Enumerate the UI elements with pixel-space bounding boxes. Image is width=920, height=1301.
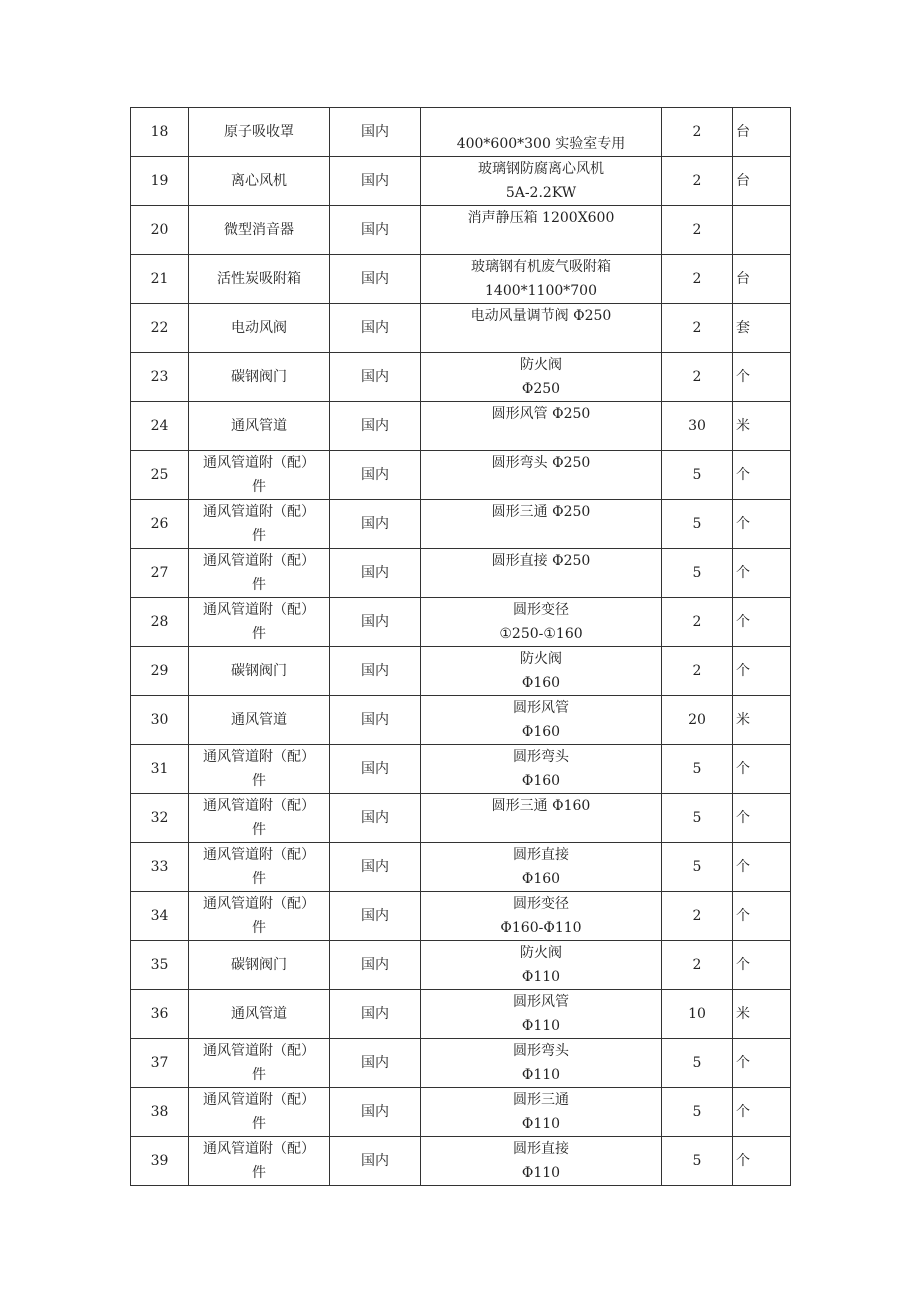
spec-line: 圆形变径 <box>513 602 569 618</box>
unit-cell: 个 <box>733 549 791 598</box>
table-row <box>131 696 791 745</box>
table-row <box>131 1088 791 1137</box>
table-row <box>131 598 791 647</box>
row-number-cell: 28 <box>131 598 189 647</box>
spec-line: 防火阀 <box>520 651 562 667</box>
item-name-line: 离心风机 <box>231 173 287 189</box>
item-name-line: 件 <box>252 871 266 887</box>
spec-cell <box>421 451 662 500</box>
spec-cell <box>421 598 662 647</box>
origin-cell: 国内 <box>330 990 421 1039</box>
unit-cell: 个 <box>733 1088 791 1137</box>
spec-line: 1400*1100*700 <box>485 283 597 299</box>
item-name-line: 微型消音器 <box>224 222 294 238</box>
unit-cell: 个 <box>733 647 791 696</box>
unit-cell: 个 <box>733 892 791 941</box>
origin-cell: 国内 <box>330 941 421 990</box>
item-name-cell <box>189 745 330 794</box>
spec-cell <box>421 647 662 696</box>
table-row <box>131 941 791 990</box>
row-number-cell: 37 <box>131 1039 189 1088</box>
spec-cell <box>421 745 662 794</box>
spec-line: 圆形直接 <box>513 847 569 863</box>
item-name-cell <box>189 108 330 157</box>
unit-cell: 个 <box>733 745 791 794</box>
item-name-cell <box>189 402 330 451</box>
spec-cell <box>421 696 662 745</box>
row-number-cell: 31 <box>131 745 189 794</box>
origin-cell: 国内 <box>330 1137 421 1186</box>
unit-cell: 个 <box>733 598 791 647</box>
item-name-cell <box>189 206 330 255</box>
spec-line: Φ160 <box>521 724 561 740</box>
row-number-cell: 32 <box>131 794 189 843</box>
item-name-line: 原子吸收罩 <box>224 124 294 140</box>
item-name-line: 通风管道附（配） <box>203 798 315 814</box>
spec-cell <box>421 941 662 990</box>
origin-cell: 国内 <box>330 843 421 892</box>
spec-cell <box>421 500 662 549</box>
item-name-cell <box>189 1088 330 1137</box>
row-number-cell: 22 <box>131 304 189 353</box>
unit-cell: 个 <box>733 353 791 402</box>
spec-cell <box>421 1137 662 1186</box>
origin-cell: 国内 <box>330 598 421 647</box>
origin-cell: 国内 <box>330 206 421 255</box>
spec-cell <box>421 255 662 304</box>
spec-cell <box>421 843 662 892</box>
origin-cell: 国内 <box>330 500 421 549</box>
spec-line: Φ110 <box>521 1067 561 1083</box>
origin-cell: 国内 <box>330 696 421 745</box>
table-row <box>131 255 791 304</box>
table-row <box>131 206 791 255</box>
origin-cell: 国内 <box>330 647 421 696</box>
row-number-cell: 19 <box>131 157 189 206</box>
spec-cell <box>421 206 662 255</box>
table-row <box>131 794 791 843</box>
row-number-cell: 30 <box>131 696 189 745</box>
row-number-cell: 35 <box>131 941 189 990</box>
quantity-cell: 2 <box>662 304 733 353</box>
item-name-line: 通风管道附（配） <box>203 1043 315 1059</box>
item-name-line: 电动风阀 <box>231 320 287 336</box>
equipment-table-body <box>131 108 791 1186</box>
row-number-cell: 24 <box>131 402 189 451</box>
table-row <box>131 157 791 206</box>
spec-line: 圆形弯头 <box>513 1043 569 1059</box>
origin-cell: 国内 <box>330 1039 421 1088</box>
table-row <box>131 353 791 402</box>
spec-line: 圆形三通 Φ250 <box>491 504 591 520</box>
item-name-line: 通风管道附（配） <box>203 896 315 912</box>
item-name-cell <box>189 500 330 549</box>
item-name-cell <box>189 794 330 843</box>
spec-cell <box>421 549 662 598</box>
item-name-line: 件 <box>252 626 266 642</box>
quantity-cell: 2 <box>662 647 733 696</box>
spec-line: 圆形直接 <box>513 1141 569 1157</box>
table-row <box>131 500 791 549</box>
spec-line: Φ250 <box>521 381 561 397</box>
item-name-line: 件 <box>252 1165 266 1181</box>
quantity-cell: 2 <box>662 941 733 990</box>
quantity-cell: 2 <box>662 598 733 647</box>
unit-cell: 个 <box>733 794 791 843</box>
item-name-cell <box>189 941 330 990</box>
row-number-cell: 20 <box>131 206 189 255</box>
item-name-line: 件 <box>252 822 266 838</box>
item-name-line: 件 <box>252 479 266 495</box>
quantity-cell: 10 <box>662 990 733 1039</box>
item-name-line: 件 <box>252 920 266 936</box>
origin-cell: 国内 <box>330 255 421 304</box>
unit-cell: 台 <box>733 255 791 304</box>
spec-line: 圆形变径 <box>513 896 569 912</box>
item-name-cell <box>189 598 330 647</box>
quantity-cell: 5 <box>662 745 733 794</box>
spec-line: 防火阀 <box>520 357 562 373</box>
row-number-cell: 33 <box>131 843 189 892</box>
item-name-line: 件 <box>252 1116 266 1132</box>
quantity-cell: 20 <box>662 696 733 745</box>
item-name-cell <box>189 255 330 304</box>
spec-line: Φ160-Φ110 <box>500 920 582 936</box>
quantity-cell: 5 <box>662 1137 733 1186</box>
quantity-cell: 5 <box>662 1039 733 1088</box>
origin-cell: 国内 <box>330 304 421 353</box>
item-name-line: 通风管道附（配） <box>203 602 315 618</box>
spec-line: Φ110 <box>521 1116 561 1132</box>
item-name-cell <box>189 1039 330 1088</box>
quantity-cell: 2 <box>662 108 733 157</box>
item-name-cell <box>189 990 330 1039</box>
item-name-line: 活性炭吸附箱 <box>217 271 301 287</box>
spec-cell <box>421 157 662 206</box>
item-name-cell <box>189 157 330 206</box>
item-name-cell <box>189 843 330 892</box>
quantity-cell: 2 <box>662 255 733 304</box>
table-row <box>131 745 791 794</box>
item-name-line: 通风管道附（配） <box>203 1092 315 1108</box>
table-row <box>131 1039 791 1088</box>
quantity-cell: 5 <box>662 794 733 843</box>
table-row <box>131 451 791 500</box>
item-name-line: 通风管道附（配） <box>203 455 315 471</box>
table-row <box>131 990 791 1039</box>
item-name-line: 通风管道 <box>231 712 287 728</box>
quantity-cell: 2 <box>662 206 733 255</box>
table-row <box>131 843 791 892</box>
spec-line: 圆形风管 Φ250 <box>491 406 591 422</box>
quantity-cell: 5 <box>662 549 733 598</box>
unit-cell: 个 <box>733 1039 791 1088</box>
spec-cell <box>421 990 662 1039</box>
spec-line: 电动风量调节阀 Φ250 <box>470 308 612 324</box>
item-name-line: 件 <box>252 577 266 593</box>
row-number-cell: 26 <box>131 500 189 549</box>
spec-line: 圆形风管 <box>513 700 569 716</box>
spec-cell <box>421 892 662 941</box>
origin-cell: 国内 <box>330 1088 421 1137</box>
unit-cell: 个 <box>733 843 791 892</box>
spec-line: Φ110 <box>521 1018 561 1034</box>
unit-cell: 个 <box>733 1137 791 1186</box>
spec-line: 400*600*300 实验室专用 <box>456 136 626 152</box>
item-name-line: 通风管道附（配） <box>203 749 315 765</box>
origin-cell: 国内 <box>330 794 421 843</box>
unit-cell: 个 <box>733 941 791 990</box>
item-name-line: 碳钢阀门 <box>231 369 287 385</box>
spec-line: 圆形三通 <box>513 1092 569 1108</box>
spec-line: 防火阀 <box>520 945 562 961</box>
unit-cell: 米 <box>733 990 791 1039</box>
row-number-cell: 34 <box>131 892 189 941</box>
unit-cell: 米 <box>733 696 791 745</box>
item-name-line: 件 <box>252 528 266 544</box>
table-row <box>131 108 791 157</box>
unit-cell: 台 <box>733 157 791 206</box>
quantity-cell: 2 <box>662 353 733 402</box>
spec-line: Φ110 <box>521 1165 561 1181</box>
spec-line: Φ160 <box>521 675 561 691</box>
spec-cell <box>421 402 662 451</box>
spec-line: 圆形直接 Φ250 <box>491 553 591 569</box>
row-number-cell: 36 <box>131 990 189 1039</box>
item-name-cell <box>189 304 330 353</box>
origin-cell: 国内 <box>330 745 421 794</box>
table-row <box>131 304 791 353</box>
table-row <box>131 549 791 598</box>
origin-cell: 国内 <box>330 892 421 941</box>
spec-line: 玻璃钢防腐离心风机 <box>478 161 604 177</box>
item-name-cell <box>189 451 330 500</box>
item-name-cell <box>189 549 330 598</box>
unit-cell: 米 <box>733 402 791 451</box>
table-row <box>131 1137 791 1186</box>
origin-cell: 国内 <box>330 549 421 598</box>
spec-line: Φ110 <box>521 969 561 985</box>
spec-line: Φ160 <box>521 773 561 789</box>
unit-cell: 台 <box>733 108 791 157</box>
item-name-cell <box>189 1137 330 1186</box>
row-number-cell: 18 <box>131 108 189 157</box>
spec-cell <box>421 353 662 402</box>
item-name-line: 件 <box>252 773 266 789</box>
row-number-cell: 39 <box>131 1137 189 1186</box>
spec-cell <box>421 304 662 353</box>
row-number-cell: 25 <box>131 451 189 500</box>
spec-line: 圆形弯头 Φ250 <box>491 455 591 471</box>
spec-cell <box>421 1088 662 1137</box>
item-name-line: 通风管道附（配） <box>203 1141 315 1157</box>
item-name-line: 件 <box>252 1067 266 1083</box>
unit-cell: 个 <box>733 451 791 500</box>
quantity-cell: 5 <box>662 451 733 500</box>
item-name-cell <box>189 647 330 696</box>
item-name-line: 通风管道附（配） <box>203 847 315 863</box>
origin-cell: 国内 <box>330 157 421 206</box>
quantity-cell: 5 <box>662 1088 733 1137</box>
origin-cell: 国内 <box>330 353 421 402</box>
quantity-cell: 30 <box>662 402 733 451</box>
spec-line: Φ160 <box>521 871 561 887</box>
unit-cell: 套 <box>733 304 791 353</box>
spec-cell <box>421 794 662 843</box>
item-name-line: 碳钢阀门 <box>231 663 287 679</box>
item-name-line: 通风管道 <box>231 1006 287 1022</box>
origin-cell: 国内 <box>330 402 421 451</box>
table-row <box>131 647 791 696</box>
equipment-table <box>130 107 791 1186</box>
row-number-cell: 21 <box>131 255 189 304</box>
row-number-cell: 23 <box>131 353 189 402</box>
quantity-cell: 2 <box>662 892 733 941</box>
spec-line: 圆形三通 Φ160 <box>491 798 591 814</box>
quantity-cell: 5 <box>662 500 733 549</box>
table-row <box>131 402 791 451</box>
spec-line: 圆形弯头 <box>513 749 569 765</box>
row-number-cell: 38 <box>131 1088 189 1137</box>
item-name-line: 碳钢阀门 <box>231 957 287 973</box>
origin-cell: 国内 <box>330 451 421 500</box>
table-row <box>131 892 791 941</box>
spec-cell <box>421 1039 662 1088</box>
unit-cell <box>733 206 791 255</box>
item-name-cell <box>189 892 330 941</box>
spec-cell <box>421 108 662 157</box>
spec-line: 消声静压箱 1200X600 <box>467 210 615 226</box>
spec-line: 圆形风管 <box>513 994 569 1010</box>
spec-line: 5A-2.2KW <box>505 185 577 201</box>
quantity-cell: 2 <box>662 157 733 206</box>
row-number-cell: 27 <box>131 549 189 598</box>
quantity-cell: 5 <box>662 843 733 892</box>
item-name-cell <box>189 696 330 745</box>
item-name-line: 通风管道 <box>231 418 287 434</box>
spec-line: 玻璃钢有机废气吸附箱 <box>471 259 611 275</box>
unit-cell: 个 <box>733 500 791 549</box>
item-name-cell <box>189 353 330 402</box>
item-name-line: 通风管道附（配） <box>203 504 315 520</box>
spec-line: ①250-①160 <box>499 626 583 642</box>
row-number-cell: 29 <box>131 647 189 696</box>
origin-cell: 国内 <box>330 108 421 157</box>
item-name-line: 通风管道附（配） <box>203 553 315 569</box>
